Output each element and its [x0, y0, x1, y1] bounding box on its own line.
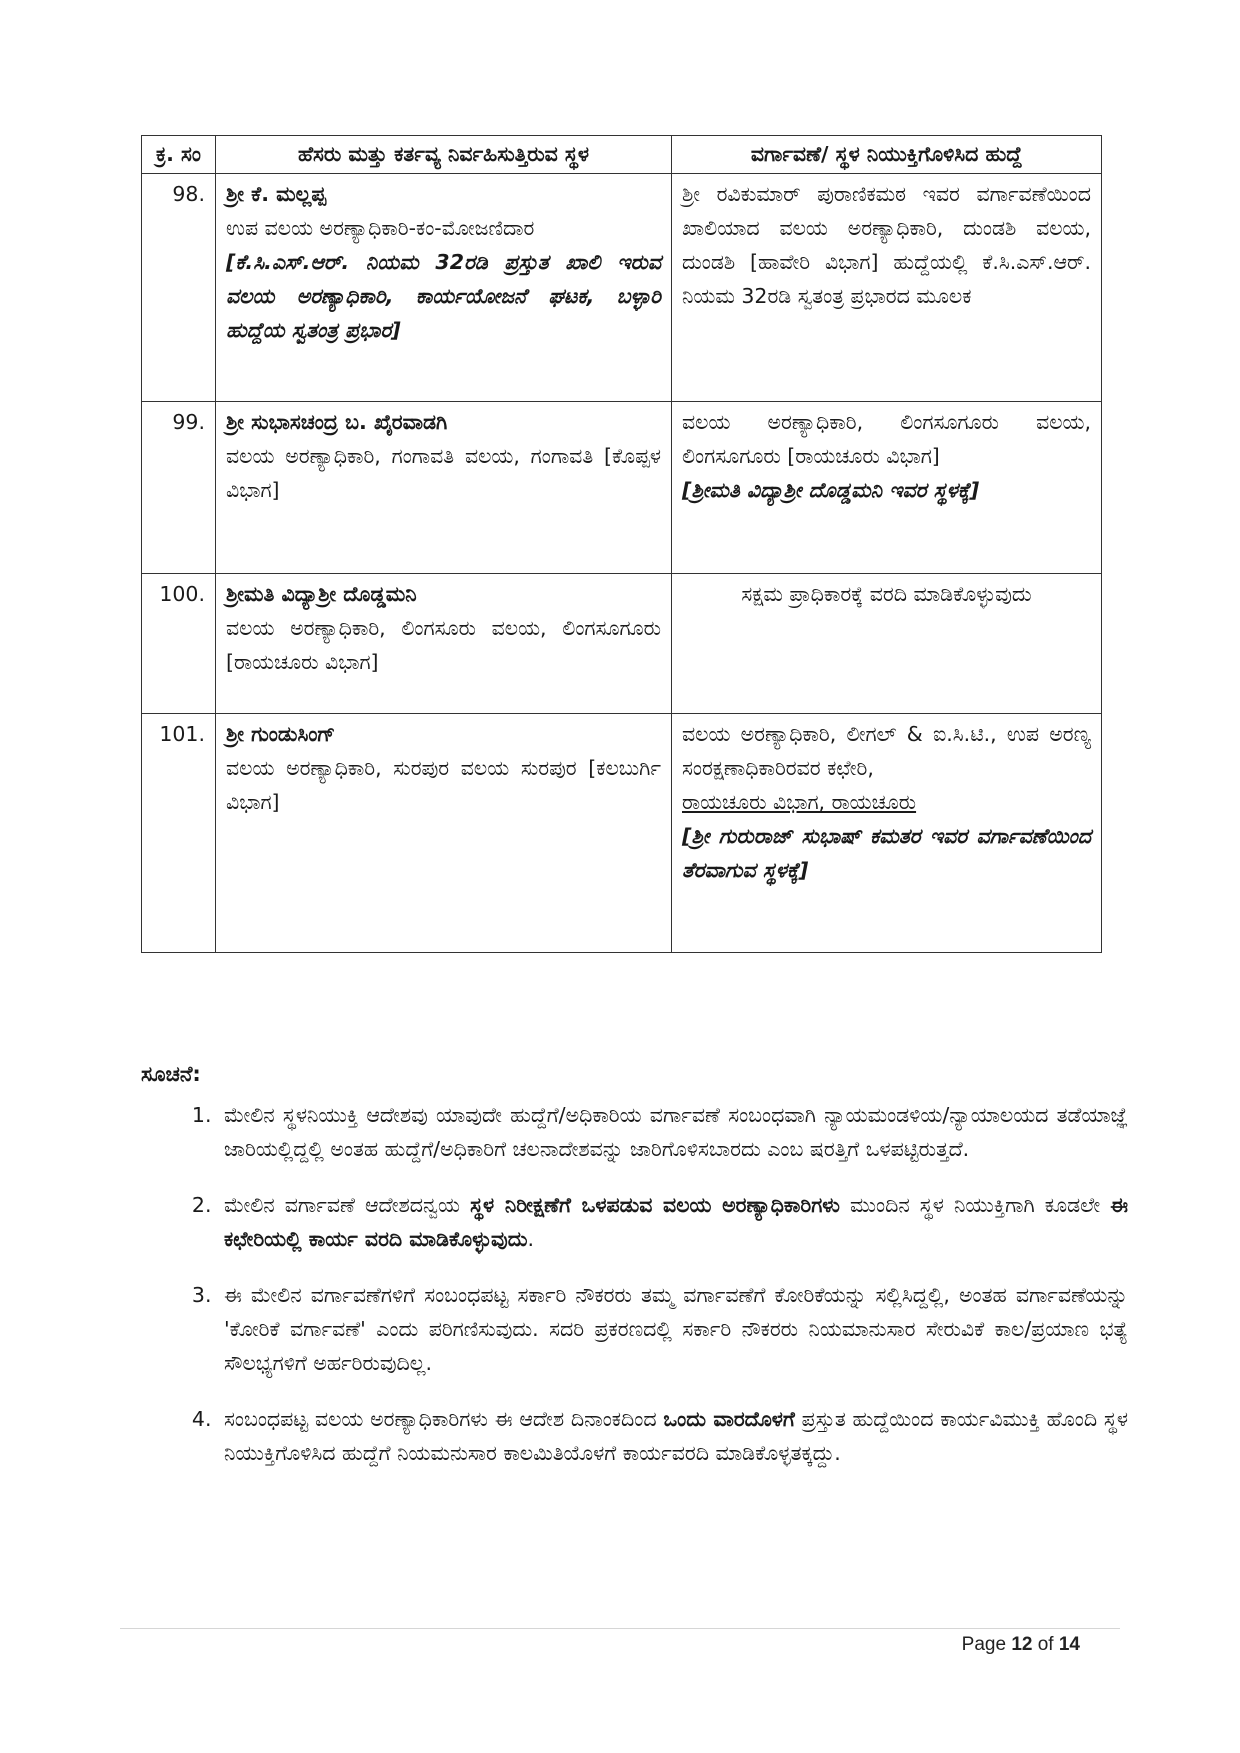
footer-divider — [120, 1628, 1120, 1629]
notes-list — [176, 1098, 1128, 1492]
row-name-place — [216, 402, 672, 574]
header-name-place: ಹೆಸರು ಮತ್ತು ಕರ್ತವ್ಯ ನಿರ್ವಹಿಸುತ್ತಿರುವ ಸ್ಥಳ — [216, 136, 672, 174]
transfer-table — [141, 135, 1102, 953]
table-row — [142, 574, 1102, 714]
page-current: 12 — [1011, 1634, 1033, 1655]
note-2-text: ಮುಂದಿನ ಸ್ಥಳ ನಿಯುಕ್ತಿಗಾಗಿ ಕೂಡಲೇ — [839, 1193, 1111, 1217]
note-4-bold: ಒಂದು ವಾರದೊಳಗೆ — [663, 1407, 795, 1431]
table-row — [142, 402, 1102, 574]
note-1-text: ಮೇಲಿನ ಸ್ಥಳನಿಯುಕ್ತಿ ಆದೇಶವು ಯಾವುದೇ ಹುದ್ದೆಗೆ/ಅಧಿಕಾರಿಯ ವರ್ಗಾವಣೆ ಸಂಬಂಧವಾಗಿ ನ್ಯಾಯಮಂಡಳಿಯ/ನ್ಯಾಯಾಲಯದ ತಡೆಯಾಜ್ಞೆ ಜಾರಿಯಲ್ಲಿದ್ದಲ್ಲಿ ಅಂತಹ ಹುದ್ದೆಗೆ/ಅಧಿಕಾರಿಗೆ ಚಲನಾದೇಶವನ್ನು ಜಾರಿಗೊಳಿಸಬಾರದು ಎಂಬ ಷರತ್ತಿಗೆ ಒಳಪಟ್ಟಿರುತ್ತದೆ. — [224, 1103, 1128, 1161]
row-name-place — [216, 714, 672, 953]
page-of: of — [1032, 1634, 1059, 1655]
place-note: [ಕೆ.ಸಿ.ಎಸ್.ಆರ್. ನಿಯಮ 32ರಡಿ ಪ್ರಸ್ತುತ ಖಾಲಿ ಇರುವ ವಲಯ ಅರಣ್ಯಾಧಿಕಾರಿ, ಕಾರ್ಯಯೋಜನೆ ಘಟಕ, ಬಳ್ಳಾರಿ ಹುದ್ದೆಯ ಸ್ವತಂತ್ರ ಪ್ರಭಾರ] — [226, 250, 661, 342]
note-2-bold: ಈ ಕಛೇರಿಯಲ್ಲಿ ಕಾರ್ಯ ವರದಿ ಮಾಡಿಕೊಳ್ಳುವುದು — [224, 1193, 1128, 1251]
row-posting — [672, 174, 1102, 402]
posting-text: ವಲಯ ಅರಣ್ಯಾಧಿಕಾರಿ, ಲೀಗಲ್ & ಐ.ಸಿ.ಟಿ., ಉಪ ಅರಣ್ಯ ಸಂರಕ್ಷಣಾಧಿಕಾರಿರವರ ಕಛೇರಿ, — [682, 722, 1091, 780]
current-place: ವಲಯ ಅರಣ್ಯಾಧಿಕಾರಿ, ಗಂಗಾವತಿ ವಲಯ, ಗಂಗಾವತಿ [ಕೊಪ್ಪಳ ವಿಭಾಗ] — [226, 444, 661, 502]
note-2-text: . — [527, 1227, 535, 1251]
row-serial: 98. — [142, 174, 216, 402]
list-item — [218, 1402, 1128, 1470]
row-serial: 101. — [142, 714, 216, 953]
note-4-text: ಸಂಬಂಧಪಟ್ಟ ವಲಯ ಅರಣ್ಯಾಧಿಕಾರಿಗಳು ಈ ಆದೇಶ ದಿನಾಂಕದಿಂದ — [224, 1407, 664, 1431]
officer-name: ಶ್ರೀ ಗುಂಡುಸಿಂಗ್ — [226, 722, 336, 746]
note-2-bold: ಸ್ಥಳ ನಿರೀಕ್ಷಣೆಗೆ ಒಳಪಡುವ ವಲಯ ಅರಣ್ಯಾಧಿಕಾರಿಗಳು — [470, 1193, 840, 1217]
current-place: ವಲಯ ಅರಣ್ಯಾಧಿಕಾರಿ, ಲಿಂಗಸೂರು ವಲಯ, ಲಿಂಗಸೂಗೂರು [ರಾಯಚೂರು ವಿಭಾಗ] — [226, 616, 661, 674]
current-place: ವಲಯ ಅರಣ್ಯಾಧಿಕಾರಿ, ಸುರಪುರ ವಲಯ ಸುರಪುರ [ಕಲಬುರ್ಗಿ ವಿಭಾಗ] — [226, 756, 661, 814]
table-row — [142, 174, 1102, 402]
officer-name: ಶ್ರೀ ಸುಭಾಸಚಂದ್ರ ಬ. ಖೈರವಾಡಗಿ — [226, 410, 448, 434]
officer-name: ಶ್ರೀ ಕೆ. ಮಲ್ಲಪ್ಪ — [226, 182, 327, 206]
current-place: ಉಪ ವಲಯ ಅರಣ್ಯಾಧಿಕಾರಿ-ಕಂ-ಮೋಜಣಿದಾರ — [226, 216, 535, 240]
note-3-text: ಈ ಮೇಲಿನ ವರ್ಗಾವಣೆಗಳಿಗೆ ಸಂಬಂಧಪಟ್ಟ ಸರ್ಕಾರಿ ನೌಕರರು ತಮ್ಮ ವರ್ಗಾವಣೆಗೆ ಕೋರಿಕೆಯನ್ನು ಸಲ್ಲಿಸಿದ್ದಲ್ಲಿ, ಅಂತಹ ವರ್ಗಾವಣೆಯನ್ನು 'ಕೋರಿಕೆ ವರ್ಗಾವಣೆ' ಎಂದು ಪರಿಗಣಿಸುವುದು. ಸದರಿ ಪ್ರಕರಣದಲ್ಲಿ ಸರ್ಕಾರಿ ನೌಕರರು ನಿಯಮಾನುಸಾರ ಸೇರುವಿಕೆ ಕಾಲ/ಪ್ರಯಾಣ ಭತ್ಯೆ ಸೌಲಭ್ಯಗಳಿಗೆ ಅರ್ಹರಿರುವುದಿಲ್ಲ. — [224, 1283, 1128, 1375]
list-item — [218, 1188, 1128, 1256]
header-serial: ಕ್ರ. ಸಂ — [142, 136, 216, 174]
row-posting — [672, 714, 1102, 953]
row-posting — [672, 574, 1102, 714]
officer-name: ಶ್ರೀಮತಿ ವಿದ್ಯಾಶ್ರೀ ದೊಡ್ಡಮನಿ — [226, 582, 417, 606]
note-2-text: ಮೇಲಿನ ವರ್ಗಾವಣೆ ಆದೇಶದನ್ವಯ — [224, 1193, 471, 1217]
header-posting: ವರ್ಗಾವಣೆ/ ಸ್ಥಳ ನಿಯುಕ್ತಿಗೊಳಿಸಿದ ಹುದ್ದೆ — [672, 136, 1102, 174]
table-header-row — [142, 136, 1102, 174]
row-name-place — [216, 174, 672, 402]
note-4-text: ಪ್ರಸ್ತುತ ಹುದ್ದೆಯಿಂದ ಕಾರ್ಯವಿಮುಕ್ತಿ ಹೊಂದಿ ಸ್ಥಳ ನಿಯುಕ್ತಿಗೊಳಿಸಿದ ಹುದ್ದೆಗೆ ನಿಯಮನುಸಾರ ಕಾಲಮಿತಿಯೊಳಗೆ ಕಾರ್ಯವರದಿ ಮಾಡಿಕೊಳ್ಳತಕ್ಕದ್ದು. — [224, 1407, 1128, 1465]
posting-note: [ಶ್ರೀಮತಿ ವಿದ್ಯಾಶ್ರೀ ದೊಡ್ಡಮನಿ ಇವರ ಸ್ಥಳಕ್ಕೆ] — [682, 478, 980, 502]
posting-text: ಸಕ್ಷಮ ಪ್ರಾಧಿಕಾರಕ್ಕೆ ವರದಿ ಮಾಡಿಕೊಳ್ಳುವುದು — [741, 582, 1032, 606]
posting-note: [ಶ್ರೀ ಗುರುರಾಜ್ ಸುಭಾಷ್ ಕಮತರ ಇವರ ವರ್ಗಾವಣೆಯಿಂದ ತೆರವಾಗುವ ಸ್ಥಳಕ್ಕೆ] — [682, 824, 1091, 882]
notes-heading: ಸೂಚನೆ: — [141, 1062, 201, 1086]
list-item — [218, 1098, 1128, 1166]
page-prefix: Page — [961, 1634, 1012, 1655]
page-number — [962, 1634, 1080, 1656]
posting-underlined-text: ರಾಯಚೂರು ವಿಭಾಗ, ರಾಯಚೂರು — [682, 790, 917, 814]
posting-text: ವಲಯ ಅರಣ್ಯಾಧಿಕಾರಿ, ಲಿಂಗಸೂಗೂರು ವಲಯ, ಲಿಂಗಸೂಗೂರು [ರಾಯಚೂರು ವಿಭಾಗ] — [682, 410, 1091, 468]
row-serial: 100. — [142, 574, 216, 714]
posting-text: ಶ್ರೀ ರವಿಕುಮಾರ್ ಪುರಾಣಿಕಮಠ ಇವರ ವರ್ಗಾವಣೆಯಿಂದ ಖಾಲಿಯಾದ ವಲಯ ಅರಣ್ಯಾಧಿಕಾರಿ, ದುಂಡಶಿ ವಲಯ, ದುಂಡಶಿ [ಹಾವೇರಿ ವಿಭಾಗ] ಹುದ್ದೆಯಲ್ಲಿ ಕೆ.ಸಿ.ಎಸ್.ಆರ್. ನಿಯಮ 32ರಡಿ ಸ್ವತಂತ್ರ ಪ್ರಭಾರದ ಮೂಲಕ — [682, 182, 1091, 308]
row-posting — [672, 402, 1102, 574]
page-total: 14 — [1058, 1634, 1080, 1655]
list-item — [218, 1278, 1128, 1380]
table-row — [142, 714, 1102, 953]
row-serial: 99. — [142, 402, 216, 574]
row-name-place — [216, 574, 672, 714]
